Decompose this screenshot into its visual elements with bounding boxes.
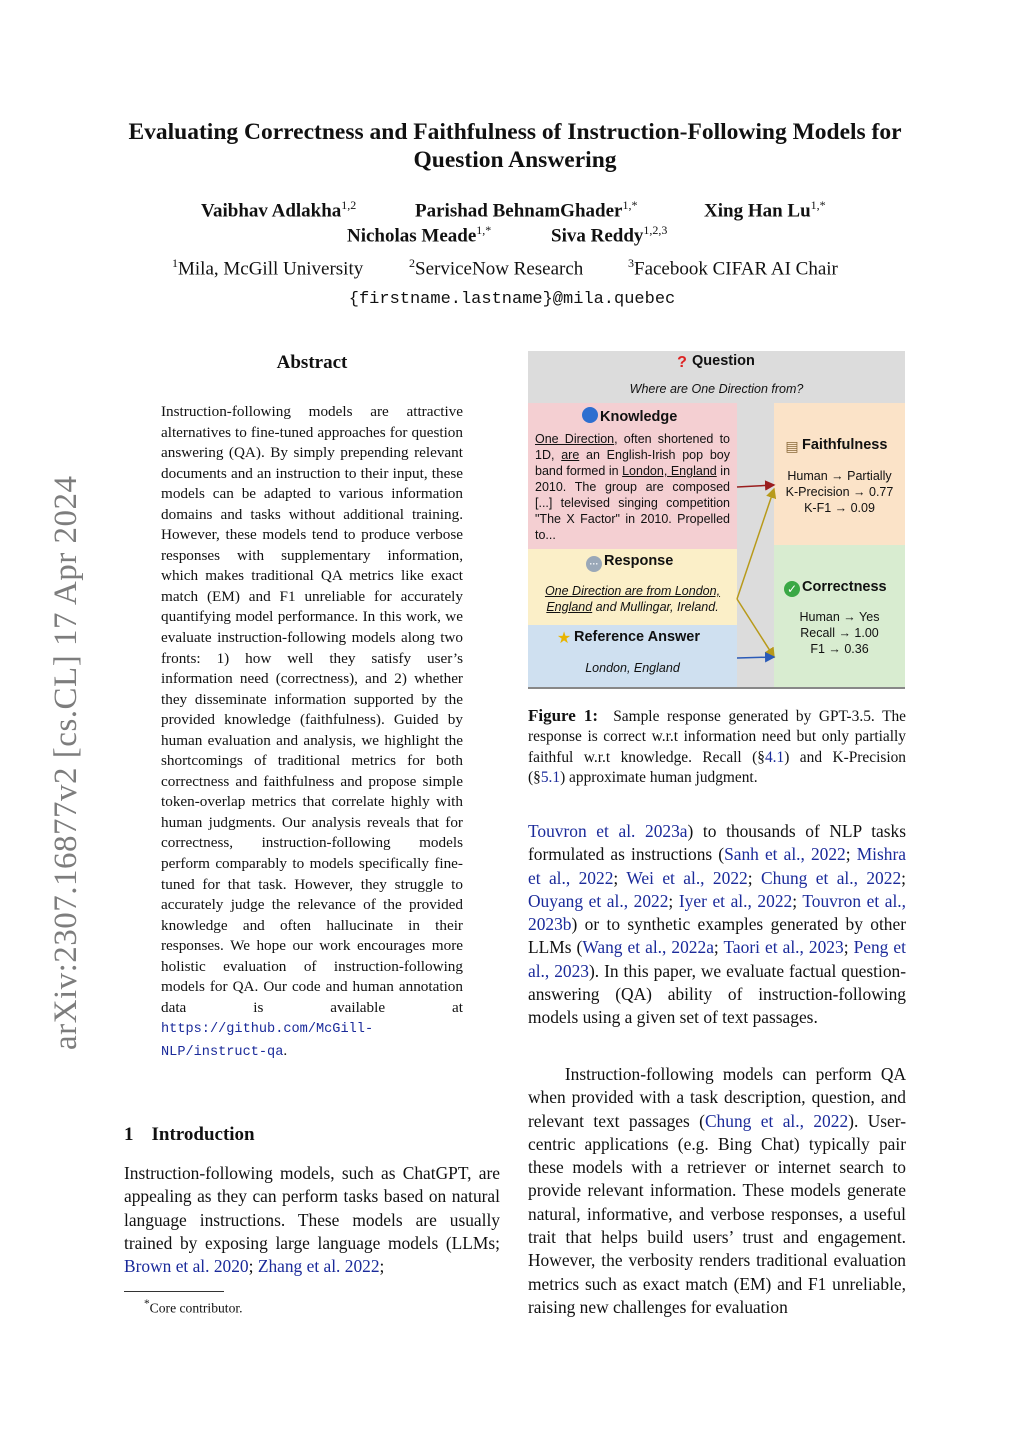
reference-to-correctness-arrow xyxy=(737,657,774,658)
faithfulness-scores: Human → Partially K-Precision → 0.77 K-F1 → 0.09 xyxy=(785,469,894,515)
reference-heading: ★ Reference Answer xyxy=(556,629,700,647)
correctness-scores: Human → Yes Recall → 1.00 F1 → 0.36 xyxy=(799,610,880,656)
author: Xing Han $Lu^{1,*}$ xyxy=(704,198,826,222)
knowledge-heading: Knowledge xyxy=(582,407,677,425)
response-heading: ··· Response xyxy=(586,553,673,572)
citation-link[interactable]: Touvron et al., 2023b xyxy=(528,890,907,935)
author: Nicholas Meade$^{1,*}$ xyxy=(347,223,492,247)
citation-link[interactable]: Brown et al. 2020 xyxy=(124,1256,249,1277)
star-icon: ★ xyxy=(556,630,572,647)
section-ref-link[interactable]: 5.1 xyxy=(540,769,561,787)
question-mark-icon: ? xyxy=(677,354,687,371)
section-heading: 1 Introduction xyxy=(124,1124,255,1145)
response-to-faithfulness-arrow xyxy=(737,489,774,599)
citation-link[interactable]: Taori et al., 2023 xyxy=(723,937,844,958)
citation-link[interactable]: Iyer et al., 2022 xyxy=(678,890,793,911)
figure-arrows xyxy=(528,351,905,689)
speech-bubble-icon: ··· xyxy=(586,556,602,572)
affiliation: $^1$Mila, McGill University xyxy=(172,256,364,280)
knowledge-text: One Direction, often shortened to 1D, are an English-Irish pop boy band formed in London, England in 2010. The group are composed [...] televised singing competition "The X Factor" in 2010. Propelled to... xyxy=(535,432,731,542)
author-email: {firstname.lastname}@mila.quebec xyxy=(348,290,676,309)
response-to-correctness-arrow xyxy=(737,599,774,657)
figure-1 xyxy=(528,351,905,689)
affiliation: $^3$Facebook CIFAR AI Chair xyxy=(628,256,838,280)
faithfulness-heading: ▤ Faithfulness xyxy=(785,437,888,454)
author: Siva Reddy$^{1,2,3}$ xyxy=(551,223,668,247)
citation-link[interactable]: Chung et al., 2022 xyxy=(704,1110,849,1131)
reference-text: London, England xyxy=(585,661,680,675)
book-icon: ▤ xyxy=(785,438,799,454)
body-paragraph: Touvron et al. 2023a) to thousands of NLP tasks formulated as instructions (Sanh et al., 2022; Mishra et al., 2022; Wei et al., 2022; Chung et al., 2022; Ouyang et al., 2022; Iyer et al., 2022; Touvron et al., 2023b) or to synthetic examples generated by other LLMs (Wang et al., 2022a; Taori et al., 2023; Peng et al., 2023). In this paper, we evaluate factual question-answering (QA) ability of instruction-following models using a given set of text passages. xyxy=(528,821,907,1028)
figure-caption: Figure 1: Sample response generated by GPT-3.5. The response is correct w.r.t information need but only partially faithful w.r.t knowledge. Recall (§4.1) and K-Precision (§5.1) approximate human judgment. xyxy=(528,706,907,787)
check-icon: ✓ xyxy=(784,581,800,597)
knowledge-to-faithfulness-arrow xyxy=(737,485,774,487)
section-ref-link[interactable]: 4.1 xyxy=(764,748,785,766)
footnote: *Core contributor. xyxy=(144,1298,243,1316)
body-paragraph: Instruction-following models can perform QA when provided with a task description, question, and relevant text passages (Chung et al., 2022). User-centric applications (e.g. Bing Chat) typically pair these models with a retriever or internet search to provide relevant information. These models generate natural, informative, and verbose responses, a useful trait that helps build users’ trust and engagement. However, the verbosity renders traditional evaluation metrics such as exact match (EM) and F1 unreliable, raising new challenges for evaluation xyxy=(528,1064,907,1317)
abstract-text: Instruction-following models are attractive alternatives to fine-tuned approaches for question answering (QA). By simply prepending relevant documents and an instruction to their input, these models can be adapted to various information domains and tasks without additional training. However, these models tend to produce verbose responses with supplementary information, which makes traditional QA metrics like exact match (EM) and F1 unreliable for accurately quantifying model performance. In this work, we evaluate instruction-following models along two fronts: 1) how well they satisfy user’s information need (correctness), and 2) whether they disseminate information supported by the provided knowledge (faithfulness). Guided by human evaluation and analysis, we highlight the shortcomings of traditional metrics for both correctness and faithfulness and propose simple token-overlap metrics that correlate highly with human judgments. Our analysis reveals that for correctness, instruction-following models perform comparably to models specifically fine-tuned for that task. However, they struggle to accurately judge the relevance of the provided knowledge and often hallucinate in their responses. We hope our work encourages more holistic evaluation of instruction-following models for QA. Our code and human annotation data is available at https://github.com/McGill-NLP/instruct-qa. xyxy=(161,403,463,1060)
response-text: One Direction are from London, England and Mullingar, Ireland. xyxy=(544,584,721,614)
citation-link[interactable]: Ouyang et al., 2022 xyxy=(528,890,669,911)
question-heading: ? Question xyxy=(674,353,755,371)
citation-link[interactable]: Wei et al., 2022 xyxy=(626,867,748,888)
citation-link[interactable]: Touvron et al. 2023a xyxy=(528,821,688,841)
citation-link[interactable]: Peng et al., 2023 xyxy=(528,937,906,981)
paper-title: Evaluating Correctness and Faithfulness of Instruction-Following Models for Question Answering xyxy=(128,119,902,173)
citation-link[interactable]: Sanh et al., 2022 xyxy=(724,844,846,865)
author: Parishad BehnamGhader$^{1,*}$ xyxy=(415,198,638,222)
author: Vaibhav Adlakha$^{1,2}$ xyxy=(201,198,357,222)
citation-link[interactable]: Mishra et al., 2022 xyxy=(528,844,906,888)
citation-link[interactable]: Zhang et al. 2022 xyxy=(257,1256,380,1277)
arxiv-stamp: arXiv:2307.16877v2 [cs.CL] 17 Apr 2024 xyxy=(48,475,84,1050)
question-text: Where are One Direction from? xyxy=(629,382,804,396)
citation-link[interactable]: Wang et al., 2022a xyxy=(582,937,714,958)
code-link[interactable]: https://github.com/McGill-NLP/instruct-qa xyxy=(161,1022,374,1060)
abstract-heading: Abstract xyxy=(276,352,348,373)
footnote-rule xyxy=(124,1291,224,1292)
correctness-heading: ✓ Correctness xyxy=(784,579,887,597)
citation-link[interactable]: Chung et al., 2022 xyxy=(760,867,902,888)
intro-paragraph: Instruction-following models, such as ChatGPT, are appealing as they can perform tasks based on natural language instructions. These models are usually trained by exposing large language models (LLMs; Brown et al. 2020; Zhang et al. 2022; xyxy=(124,1163,500,1277)
affiliation: $^2$ServiceNow Research xyxy=(409,256,584,280)
